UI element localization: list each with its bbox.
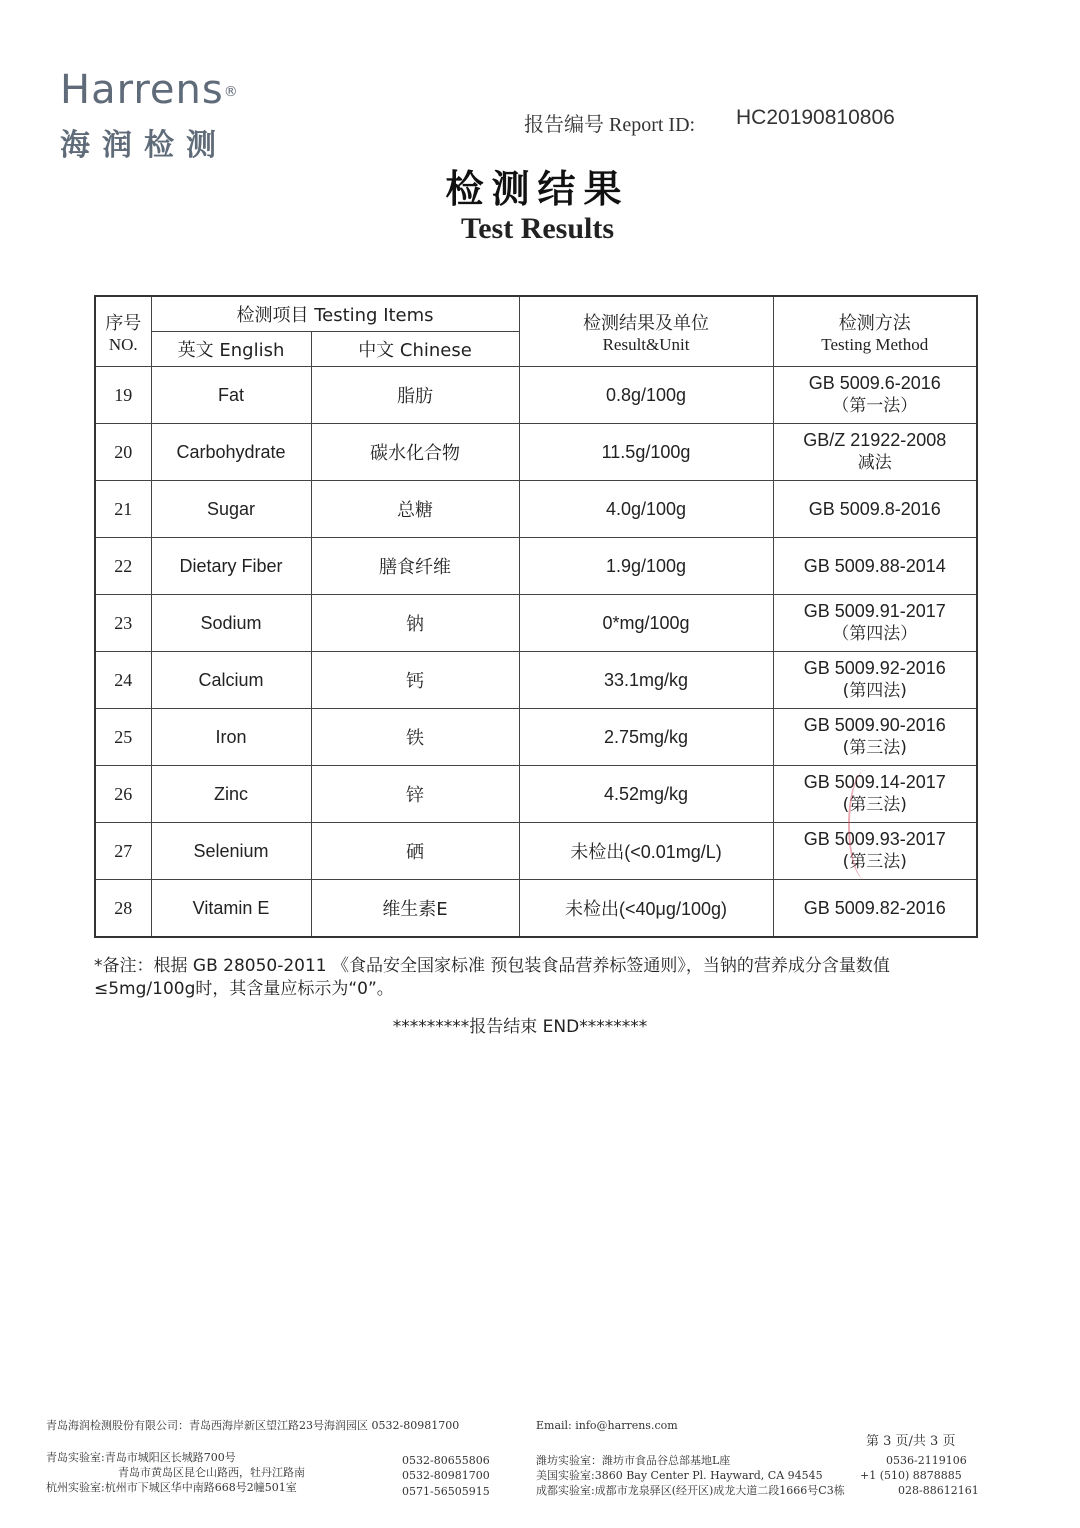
item-english: Zinc [151,766,311,823]
row-number: 23 [95,595,151,652]
item-chinese: 膳食纤维 [311,538,519,595]
row-number: 20 [95,424,151,481]
table-row [95,880,977,938]
table-row [95,424,977,481]
footer-tel-5: +1 (510) 8878885 [860,1469,962,1482]
item-chinese: 钠 [311,595,519,652]
row-number: 24 [95,652,151,709]
header-result [519,296,773,367]
header-no-cn: 序号 [105,312,142,334]
footer-lab-hangzhou: 杭州实验室:杭州市下城区华中南路668号2幢501室 [46,1481,297,1494]
footer-lab-qingdao: 青岛实验室:青岛市城阳区长城路700号 [46,1451,236,1464]
page-title-chinese: 检测结果 [445,167,630,211]
item-chinese: 硒 [311,823,519,880]
report-end-marker: *********报告结束 END******** [392,1017,648,1037]
method-standard: GB 5009.82-2016 [803,897,946,918]
table-row [95,766,977,823]
report-id-value: HC20190810806 [736,106,895,129]
result-value: 33.1mg/kg [519,652,773,709]
logo-chinese: 海润检测 [60,128,228,163]
header-english: 英文 English [151,332,311,367]
test-method [773,652,977,709]
row-number: 21 [95,481,151,538]
test-method [773,367,977,424]
method-variant: (第三法) [842,852,907,872]
result-value: 4.0g/100g [519,481,773,538]
result-value: 1.9g/100g [519,538,773,595]
header-method-cn: 检测方法 [838,312,911,334]
report-id-line [524,106,895,137]
method-standard: GB 5009.6-2016 [808,373,941,393]
footer-tel-4: 0536-2119106 [886,1454,967,1467]
registered-mark: ® [223,84,239,100]
row-number: 26 [95,766,151,823]
page-title-english: Test Results [460,212,615,245]
report-id-label: 报告编号 Report ID: [524,114,696,136]
result-value: 0.8g/100g [519,367,773,424]
item-chinese: 碳水化合物 [311,424,519,481]
header-no [95,296,151,367]
header-testing-items: 检测项目 Testing Items [151,296,519,332]
table-row [95,652,977,709]
test-method [773,481,977,538]
footer-lab-usa: 美国实验室:3860 Bay Center Pl. Hayward, CA 94545 [536,1469,823,1482]
header-result-cn: 检测结果及单位 [583,312,710,334]
red-seal-stamp [848,770,884,880]
method-variant: （第四法） [832,624,918,644]
result-value: 0*mg/100g [519,595,773,652]
footer-company: 青岛海润检测股份有限公司：青岛西海岸新区望江路23号海润园区 0532-80981700 [46,1419,460,1432]
method-variant: （第一法） [832,396,918,416]
item-english: Sodium [151,595,311,652]
result-value: 未检出(<0.01mg/L) [519,823,773,880]
method-variant: (第三法) [842,738,907,758]
footer-tel-1: 0532-80655806 [402,1454,490,1467]
table-row [95,367,977,424]
header-method-en: Testing Method [821,334,929,354]
item-chinese: 维生素E [311,880,519,938]
method-variant: 减法 [857,453,892,473]
item-chinese: 铁 [311,709,519,766]
item-chinese: 钙 [311,652,519,709]
item-english: Calcium [151,652,311,709]
method-standard: GB 5009.88-2014 [803,555,946,576]
footer-tel-3: 0571-56505915 [402,1485,490,1498]
company-logo [60,68,239,164]
result-value: 4.52mg/kg [519,766,773,823]
item-english: Vitamin E [151,880,311,938]
item-english: Selenium [151,823,311,880]
test-method [773,538,977,595]
item-english: Fat [151,367,311,424]
result-value: 2.75mg/kg [519,709,773,766]
table-header-row [95,296,977,332]
table-row [95,823,977,880]
table-row [95,709,977,766]
item-english: Carbohydrate [151,424,311,481]
footer-lab-chengdu: 成都实验室:成都市龙泉驿区(经开区)成龙大道二段1666号C3栋 [536,1484,845,1497]
footer-lab-huangdao: 青岛市黄岛区昆仑山路西，牡丹江路南 [118,1466,305,1479]
header-method [773,296,977,367]
item-english: Sugar [151,481,311,538]
method-standard: GB 5009.8-2016 [808,498,941,519]
footnote: *备注：根据 GB 28050-2011 《食品安全国家标准 预包装食品营养标签通则》，当钠的营养成分含量数值≤5mg/100g时，其含量应标示为“0”。 [94,956,890,999]
footer-email: Email: info@harrens.com [536,1419,678,1432]
item-chinese: 脂肪 [311,367,519,424]
row-number: 25 [95,709,151,766]
footer-lab-weifang: 潍坊实验室：潍坊市食品谷总部基地L座 [536,1454,731,1467]
method-standard: GB 5009.14-2017 [803,772,946,792]
method-standard: GB 5009.92-2016 [803,658,946,678]
header-no-en: NO. [108,334,138,354]
test-method [773,880,977,938]
method-standard: GB/Z 21922-2008 [803,430,947,450]
header-chinese: 中文 Chinese [311,332,519,367]
header-result-en: Result&Unit [602,334,690,354]
method-standard: GB 5009.90-2016 [803,715,946,735]
method-variant: (第三法) [842,795,907,815]
footer-tel-2: 0532-80981700 [402,1469,490,1482]
logo-english: Harrens [60,67,224,113]
row-number: 19 [95,367,151,424]
result-value: 未检出(<40μg/100g) [519,880,773,938]
item-english: Dietary Fiber [151,538,311,595]
method-standard: GB 5009.91-2017 [803,601,946,621]
test-method [773,424,977,481]
row-number: 27 [95,823,151,880]
item-english: Iron [151,709,311,766]
test-method [773,595,977,652]
table-row [95,481,977,538]
row-number: 28 [95,880,151,938]
method-variant: (第四法) [842,681,907,701]
row-number: 22 [95,538,151,595]
test-method [773,709,977,766]
item-chinese: 总糖 [311,481,519,538]
test-results-table [94,295,978,938]
table-row [95,595,977,652]
page-number: 第 3 页/共 3 页 [866,1434,956,1449]
method-standard: GB 5009.93-2017 [803,829,946,849]
footer-tel-6: 028-88612161 [898,1484,979,1497]
item-chinese: 锌 [311,766,519,823]
table-row [95,538,977,595]
result-value: 11.5g/100g [519,424,773,481]
